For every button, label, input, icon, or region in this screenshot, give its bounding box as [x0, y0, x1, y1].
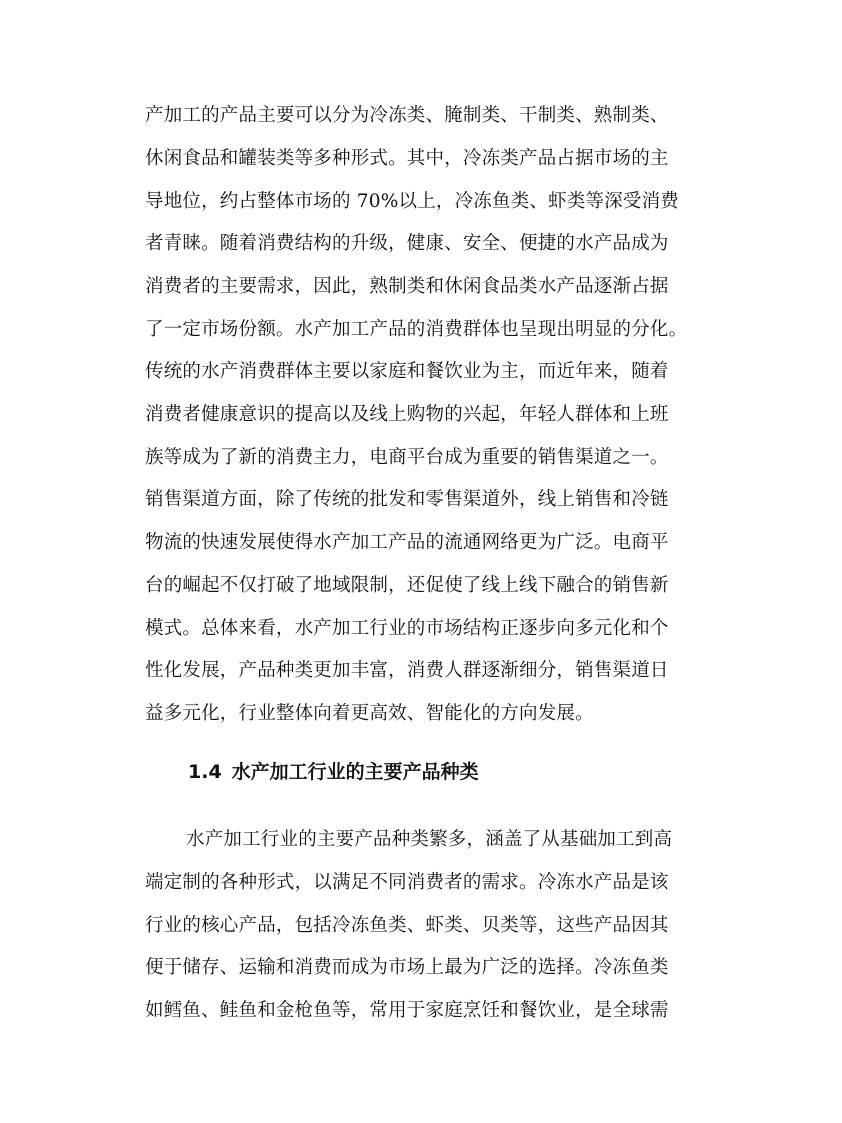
text-line: 消费者的主要需求，因此，熟制类和休闲食品类水产品逐渐占据 [145, 276, 669, 297]
text-line: 益多元化，行业整体向着更高效、智能化的方向发展。 [145, 703, 594, 724]
section-number: 1.4 [188, 761, 222, 783]
text-line: 者青睐。随着消费结构的升级，健康、安全、便捷的水产品成为 [145, 233, 669, 254]
text-line: 传统的水产消费群体主要以家庭和餐饮业为主，而近年来，随着 [145, 361, 669, 382]
text-line: 休闲食品和罐装类等多种形式。其中，冷冻类产品占据市场的主 [145, 148, 669, 169]
section-title: 水产加工行业的主要产品种类 [231, 761, 479, 783]
text-line: 了一定市场份额。水产加工产品的消费群体也呈现出明显的分化。 [145, 319, 688, 340]
text-line: 产加工的产品主要可以分为冷冻类、腌制类、干制类、熟制类、 [145, 105, 669, 126]
text-line: 销售渠道方面，除了传统的批发和零售渠道外，线上销售和冷链 [145, 489, 669, 510]
text-line: 性化发展，产品种类更加丰富，消费人群逐渐细分，销售渠道日 [145, 660, 669, 681]
text-line: 台的崛起不仅打破了地域限制，还促使了线上线下融合的销售新 [145, 575, 669, 596]
text-line: 便于储存、运输和消费而成为市场上最为广泛的选择。冷冻鱼类 [145, 957, 669, 978]
text-line: 如鳕鱼、鲑鱼和金枪鱼等，常用于家庭烹饪和餐饮业，是全球需 [145, 1000, 669, 1021]
text-line: 导地位，约占整体市场的 70%以上，冷冻鱼类、虾类等深受消费 [145, 191, 680, 212]
text-line: 行业的核心产品，包括冷冻鱼类、虾类、贝类等，这些产品因其 [145, 915, 669, 936]
text-line: 端定制的各种形式，以满足不同消费者的需求。冷冻水产品是该 [145, 872, 669, 893]
text-line: 族等成为了新的消费主力，电商平台成为重要的销售渠道之一。 [145, 447, 669, 468]
text-line: 物流的快速发展使得水产加工产品的流通网络更为广泛。电商平 [145, 532, 669, 553]
section-heading [188, 759, 479, 785]
text-line: 消费者健康意识的提高以及线上购物的兴起，年轻人群体和上班 [145, 404, 669, 425]
text-line: 水产加工行业的主要产品种类繁多，涵盖了从基础加工到高 [186, 829, 673, 850]
text-line: 模式。总体来看，水产加工行业的市场结构正逐步向多元化和个 [145, 618, 669, 639]
